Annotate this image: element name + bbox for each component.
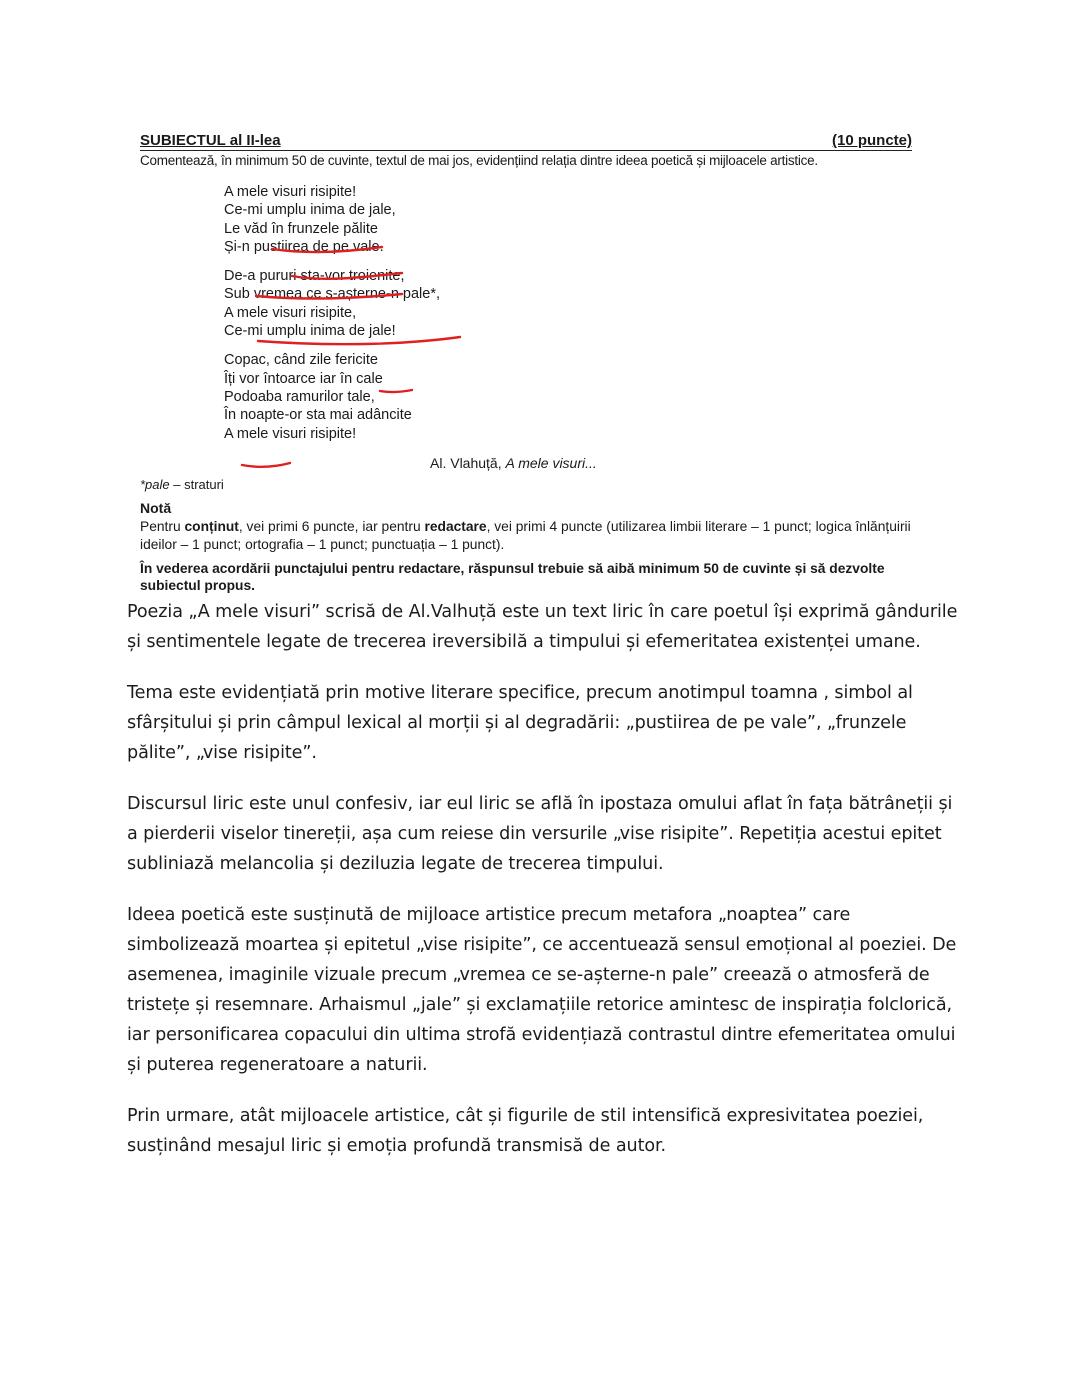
- essay-paragraph: Discursul liric este unul confesiv, iar eul liric se află în ipostaza omului aflat în fața bătrâneții și a pierderii viselor tinereții, așa cum reiese din versurile „vise risipite”. Repetiția acestui epitet subliniază melancolia și deziluzia legate de trecerea timpului.: [127, 794, 953, 874]
- exam-title: SUBIECTUL al II-lea: [140, 132, 281, 149]
- poem-line: Le văd în frunzele pălite: [224, 220, 378, 237]
- poem-line: Ce-mi umplu inima de jale!: [224, 323, 396, 340]
- poem-line: A mele visuri risipite!: [224, 184, 357, 200]
- footnote-definition: – straturi: [169, 476, 224, 492]
- note-text-part: Pentru: [140, 518, 185, 534]
- note-text: [140, 518, 912, 554]
- poem-line: De-a pururi sta-vor troienite,: [224, 268, 405, 285]
- poem-line: Copac, când zile fericite: [224, 352, 378, 369]
- poem-line: A mele visuri risipite!: [224, 425, 357, 442]
- note-text-part: , vei primi 4 puncte (utilizarea limbii literare – 1 punct; logica înlănțuirii ideilor – 1 punct; ortografia – 1 punct; punctuația – 1 punct).: [140, 518, 911, 552]
- footnote: [140, 476, 912, 494]
- note-text-bold: conținut: [184, 518, 239, 534]
- attribution-title: A mele visuri...: [505, 454, 597, 471]
- essay-paragraph: Poezia „A mele visuri” scrisă de Al.Valhuță este un text liric în care poetul își exprimă gândurile și sentimentele legate de trecerea ireversibilă a timpului și efemeritatea existenței umane.: [127, 602, 958, 652]
- poem-stanza-2: [224, 267, 644, 340]
- essay-paragraph: Ideea poetică este susținută de mijloace artistice precum metafora „noaptea” care simbolizează moartea și epitetul „vise risipite”, ce accentuează sensul emoțional al poeziei. De asemenea, imaginile vizuale precum „vremea ce se-așterne-n pale” creează o atmosferă de tristețe și resemnare. Arhaismul „jale” și exclamațiile retorice amintesc de inspirația folclorică, iar personificarea copacului din ultima strofă evidențiază contrastul dintre efemeritatea omului și puterea regeneratoare a naturii.: [127, 905, 957, 1075]
- note-text-bold: redactare: [424, 518, 487, 534]
- exam-header: [140, 132, 912, 151]
- underline-noapte: [242, 463, 290, 467]
- poem-line: Îți vor întoarce iar în cale: [224, 370, 383, 387]
- attribution-author: Al. Vlahuță,: [430, 454, 506, 471]
- poem-stanza-1: [224, 183, 644, 256]
- footnote-term: *pale: [140, 476, 170, 492]
- poem-line: Și-n pustiirea de pe vale.: [224, 238, 384, 255]
- note-text-part: , vei primi 6 puncte, iar pentru: [238, 518, 425, 534]
- essay-paragraph: Tema este evidențiată prin motive literare specifice, precum anotimpul toamna , simbol al sfârșitului și prin câmpul lexical al morții și al degradării: „pustiirea de pe vale”, „frunzele pălite”, „vise risipite”.: [127, 683, 913, 763]
- note-title: Notă: [140, 499, 172, 516]
- exam-excerpt: [140, 132, 912, 594]
- poem-line: Ce-mi umplu inima de jale,: [224, 202, 396, 219]
- poem-line: A mele visuri risipite,: [224, 304, 357, 321]
- essay-paragraph: Prin urmare, atât mijloacele artistice, cât și figurile de stil intensifică expresivitatea poeziei, susținând mesajul liric și emoția profundă transmisă de autor.: [127, 1106, 924, 1156]
- poem-line: Sub vremea ce s-așterne-n pale*,: [224, 286, 440, 303]
- poem-stanza-3: [224, 351, 644, 442]
- poem-line: Podoaba ramurilor tale,: [224, 388, 375, 405]
- poem-line: În noapte-or sta mai adâncite: [224, 407, 412, 424]
- exam-instruction: Comentează, în minimum 50 de cuvinte, textul de mai jos, evidențiind relația dintre ideea poetică și mijloacele artistice.: [140, 153, 818, 168]
- exam-points: (10 puncte): [831, 132, 912, 149]
- essay-answer: [127, 597, 967, 1182]
- poem-attribution: [430, 454, 912, 472]
- note-requirement: În vederea acordării punctajului pentru redactare, răspunsul trebuie să aibă minimum 50 de cuvinte și să dezvolte subiectul propus.: [140, 560, 885, 593]
- poem: [224, 183, 644, 443]
